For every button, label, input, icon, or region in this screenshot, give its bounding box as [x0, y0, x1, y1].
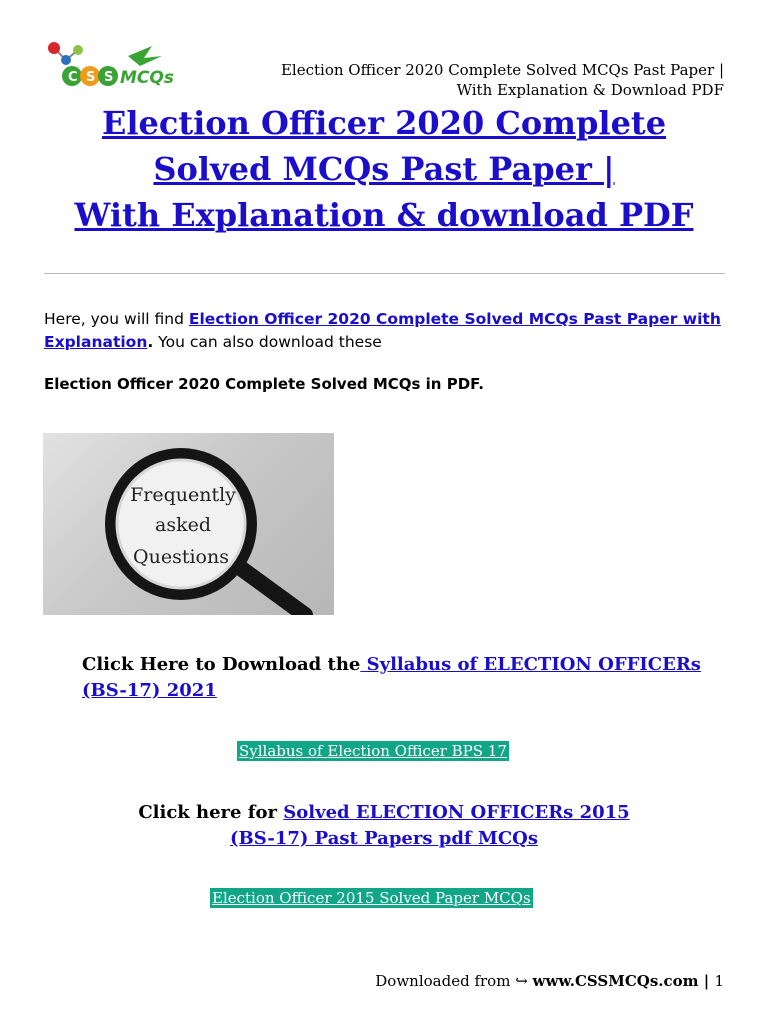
- footer-prefix: Downloaded from ↪: [375, 972, 533, 990]
- intro-paragraph: [44, 308, 734, 354]
- page-title-line1[interactable]: Election Officer 2020 Complete: [101, 104, 667, 142]
- past-papers-link-line1[interactable]: Solved ELECTION OFFICERs 2015: [283, 802, 630, 823]
- magnifier-text-line3: Questions: [133, 546, 229, 568]
- footer-site-link[interactable]: www.CSSMCQs.com: [532, 972, 699, 990]
- past-papers-callout-prefix: Click here for: [138, 802, 284, 823]
- syllabus-link[interactable]: Syllabus of ELECTION OFFICERs (BS-17) 2021: [82, 654, 701, 701]
- logo-graphic: [44, 38, 174, 94]
- page-footer: [124, 970, 724, 992]
- title-divider: [44, 273, 725, 274]
- syllabus-callout-prefix: Click Here to Download the: [82, 654, 361, 675]
- magnifier-icon: [43, 433, 334, 615]
- syllabus-download-button[interactable]: Syllabus of Election Officer BPS 17: [239, 742, 507, 760]
- svg-text:S: S: [86, 70, 96, 85]
- running-header: [204, 60, 724, 100]
- past-paper-download-button[interactable]: Election Officer 2015 Solved Paper MCQs: [212, 889, 531, 907]
- intro-dot: .: [147, 333, 154, 351]
- intro-suffix: You can also download these: [153, 333, 382, 351]
- past-papers-callout: [44, 800, 724, 852]
- footer-separator: |: [698, 972, 715, 990]
- page-title-line3[interactable]: With Explanation & download PDF: [74, 196, 694, 234]
- svg-text:C: C: [68, 70, 78, 85]
- magnifier-text-line2: asked: [155, 514, 211, 536]
- intro-link[interactable]: Election Officer 2020 Complete Solved MCQs Past Paper with Explanation: [44, 310, 721, 351]
- page-title[interactable]: [44, 100, 724, 238]
- svg-text:MCQs: MCQs: [120, 68, 174, 88]
- svg-text:S: S: [104, 70, 114, 85]
- page-title-line2[interactable]: Solved MCQs Past Paper |: [153, 150, 615, 188]
- running-header-line1: Election Officer 2020 Complete Solved MCQs Past Paper |: [280, 61, 724, 79]
- site-logo: [44, 38, 174, 94]
- running-header-line2: With Explanation & Download PDF: [456, 81, 724, 99]
- faq-magnifier-image: [43, 433, 334, 615]
- page-number: 1: [714, 972, 724, 990]
- syllabus-callout: [82, 652, 702, 704]
- intro-prefix: Here, you will find: [44, 310, 189, 328]
- magnifier-text-line1: Frequently: [130, 484, 236, 506]
- past-papers-link-line2[interactable]: (BS-17) Past Papers pdf MCQs: [229, 828, 538, 849]
- intro-bold-line: Election Officer 2020 Complete Solved MCQs in PDF.: [44, 375, 484, 393]
